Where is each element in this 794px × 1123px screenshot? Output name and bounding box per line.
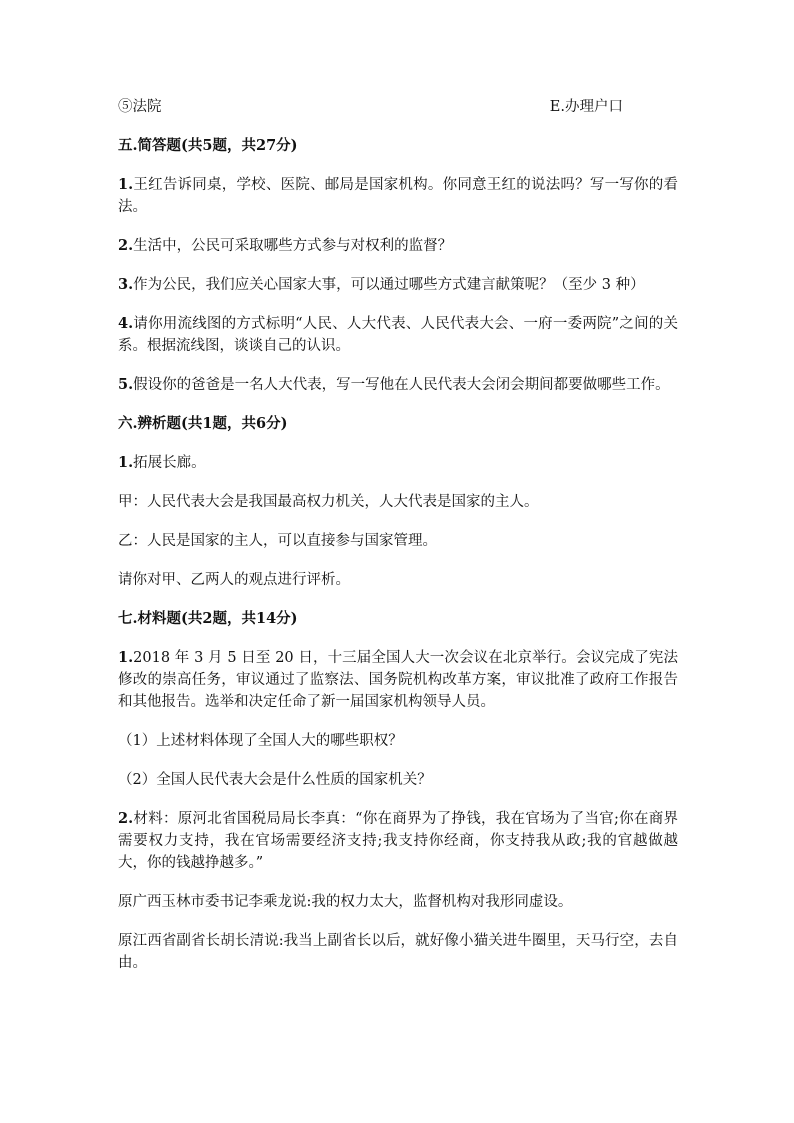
question-text: 请你用流线图的方式标明“人民、人大代表、人民代表大会、一府一委两院”之间的关系。根据流线图，谈谈自己的认识。 <box>118 316 678 354</box>
sub-question-2: （2）全国人民代表大会是什么性质的国家机关？ <box>118 772 432 788</box>
question-text: 王红告诉同桌，学校、医院、邮局是国家机构。你同意王红的说法吗？写一写你的看法。 <box>118 177 678 215</box>
sub-question-1: （1）上述材料体现了全国人大的哪些职权？ <box>118 733 403 749</box>
question-5-4 <box>118 313 678 357</box>
question-5-1 <box>118 174 678 218</box>
option-court: ⑤法院 <box>118 99 162 115</box>
section-5-heading: 五.简答题(共5题，共27分) <box>118 137 298 154</box>
question-number: 1. <box>118 649 134 666</box>
section-6-heading: 六.辨析题(共1题，共6分) <box>118 415 288 432</box>
question-text: 生活中，公民可采取哪些方式参与对权利的监督？ <box>133 238 453 254</box>
question-number: 1. <box>118 454 134 471</box>
question-5-5 <box>118 374 678 396</box>
question-6-1 <box>118 452 678 474</box>
question-7-2 <box>118 808 678 874</box>
question-number: 5. <box>118 376 134 393</box>
question-number: 1. <box>118 176 134 193</box>
section-7-heading: 七.材料题(共2题，共14分) <box>118 610 298 627</box>
question-text: 拓展长廊。 <box>133 455 206 471</box>
question-number: 4. <box>118 315 134 332</box>
question-text: 假设你的爸爸是一名人大代表，写一写他在人民代表大会闭会期间都要做哪些工作。 <box>133 377 670 393</box>
question-number: 3. <box>118 276 134 293</box>
question-text: 材料：原河北省国税局局长李真：“你在商界为了挣钱，我在官场为了当官;你在商界需要权力支持，我在官场需要经济支持;我支持你经商，你支持我从政;我的官越做越大，你的钱越挣越多。” <box>118 811 678 871</box>
document-page <box>118 96 678 991</box>
question-number: 2. <box>118 237 134 254</box>
question-text: 2018 年 3 月 5 日至 20 日，十三届全国人大一次会议在北京举行。会议完成了宪法修改的崇高任务，审议通过了监察法、国务院机构改革方案，审议批准了政府工作报告和其他报告。选举和决定任命了新一届国家机构领导人员。 <box>118 650 678 710</box>
option-row <box>118 96 678 118</box>
material-paragraph-b: 原江西省副省长胡长清说:我当上副省长以后，就好像小猫关进牛圈里，天马行空，去自由。 <box>118 933 678 971</box>
question-number: 2. <box>118 810 134 827</box>
option-e: E.办理户口 <box>549 99 623 115</box>
material-paragraph-a: 原广西玉林市委书记李乘龙说:我的权力太大，监督机构对我形同虚设。 <box>118 894 573 910</box>
question-7-1 <box>118 647 678 713</box>
evaluation-prompt: 请你对甲、乙两人的观点进行评析。 <box>118 572 350 588</box>
question-5-3 <box>118 274 678 296</box>
question-5-2 <box>118 235 678 257</box>
statement-yi: 乙：人民是国家的主人，可以直接参与国家管理。 <box>118 533 437 549</box>
question-text: 作为公民，我们应关心国家大事，可以通过哪些方式建言献策呢？（至少 3 种） <box>133 277 645 293</box>
statement-jia: 甲：人民代表大会是我国最高权力机关，人大代表是国家的主人。 <box>118 494 539 510</box>
